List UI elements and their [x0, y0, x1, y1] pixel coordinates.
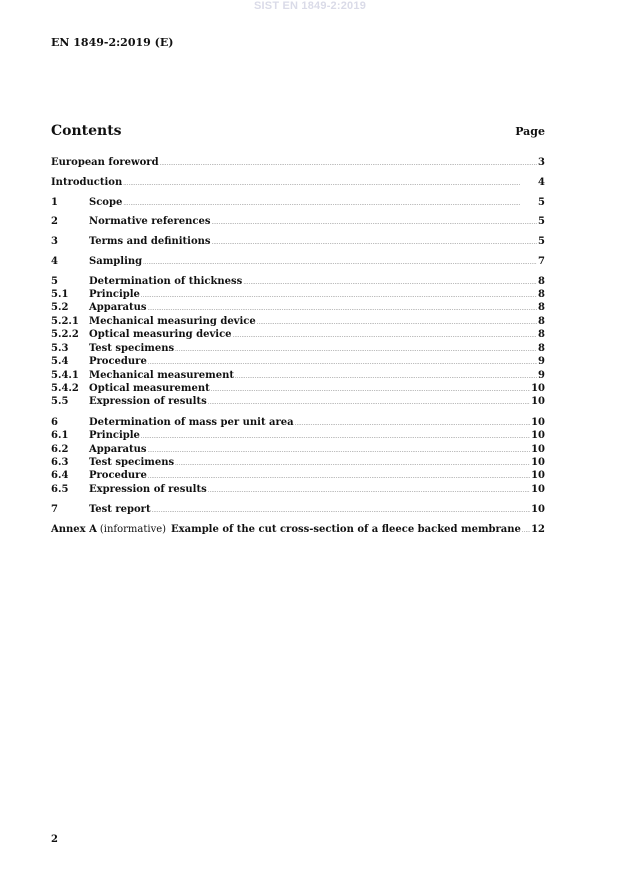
toc-entry-annex-a[interactable]	[51, 523, 545, 537]
toc-entry-6-3[interactable]	[51, 456, 545, 470]
annex-label: Annex A	[51, 524, 97, 535]
toc-page: 8	[538, 302, 545, 313]
toc-title: Optical measurement	[89, 383, 210, 394]
contents-title: Contents	[51, 123, 122, 139]
toc-number: 6	[51, 417, 58, 428]
toc-dot-leader	[160, 156, 537, 171]
toc-number: 4	[51, 256, 58, 267]
toc-entry-5[interactable]	[51, 275, 545, 289]
page-column-label: Page	[515, 125, 545, 138]
toc-number: 5.5	[51, 396, 69, 407]
toc-number: 6.4	[51, 470, 69, 481]
toc-dot-leader	[141, 429, 530, 444]
toc-page: 5	[538, 236, 545, 247]
toc-title: Apparatus	[89, 444, 147, 455]
toc-page: 8	[538, 329, 545, 340]
annex-page: 12	[531, 524, 545, 535]
toc-title: Determination of mass per unit area	[89, 417, 294, 428]
toc-number: 5.2	[51, 302, 69, 313]
toc-dot-leader	[208, 483, 530, 498]
toc-dot-leader	[208, 395, 530, 410]
toc-page: 10	[531, 417, 545, 428]
toc-number: 2	[51, 216, 58, 227]
toc-title: Optical measuring device	[89, 329, 232, 340]
toc-dot-leader	[522, 523, 530, 538]
toc-number: 1	[51, 197, 58, 208]
toc-page: 8	[538, 343, 545, 354]
toc-number: 6.5	[51, 484, 69, 495]
toc-title: Introduction	[51, 177, 123, 188]
toc-number: 5.2.2	[51, 329, 79, 340]
toc-title: Principle	[89, 289, 140, 300]
toc-dot-leader	[148, 469, 530, 484]
toc-entry-5-4[interactable]	[51, 355, 545, 369]
annex-title: Example of the cut cross-section of a fleece backed membrane	[171, 524, 521, 535]
toc-number: 6.2	[51, 444, 69, 455]
toc-page: 10	[531, 484, 545, 495]
toc-entry-5-1[interactable]	[51, 288, 545, 302]
toc-title: Expression of results	[89, 484, 207, 495]
toc-number: 5.4	[51, 356, 69, 367]
toc-title: Principle	[89, 430, 140, 441]
toc-page: 10	[531, 396, 545, 407]
toc-entry-6-2[interactable]	[51, 443, 545, 457]
toc-title: Test report	[89, 504, 151, 515]
toc-entry-4[interactable]	[51, 255, 545, 269]
toc-entry-5-2[interactable]	[51, 301, 545, 315]
toc-title: Sampling	[89, 256, 143, 267]
toc-title: Test specimens	[89, 457, 175, 468]
toc-dot-leader	[152, 503, 531, 518]
toc-page: 9	[538, 356, 545, 367]
toc-title: Procedure	[89, 356, 147, 367]
toc-entry-5-5[interactable]	[51, 395, 545, 409]
toc-title: Determination of thickness	[89, 276, 243, 287]
toc-entry-1[interactable]	[51, 196, 545, 210]
toc-dot-leader	[123, 176, 537, 191]
toc-entry-5-2-2[interactable]	[51, 328, 545, 342]
toc-page: 7	[538, 256, 545, 267]
toc-title: Terms and definitions	[89, 236, 211, 247]
toc-page: 5	[538, 197, 545, 208]
toc-number: 3	[51, 236, 58, 247]
toc-entry-5-3[interactable]	[51, 342, 545, 356]
toc-page: 8	[538, 289, 545, 300]
toc-entry-5-4-2[interactable]	[51, 382, 545, 396]
toc-entry-6[interactable]	[51, 416, 545, 430]
toc-title: Mechanical measurement	[89, 370, 234, 381]
toc-page: 10	[531, 504, 545, 515]
toc-entry-6-1[interactable]	[51, 429, 545, 443]
toc-page: 10	[531, 470, 545, 481]
toc-entry-3[interactable]	[51, 235, 545, 249]
toc-title: Expression of results	[89, 396, 207, 407]
page-number: 2	[51, 834, 58, 845]
toc-entry-european-foreword[interactable]	[51, 156, 545, 170]
toc-number: 6.3	[51, 457, 69, 468]
toc-number: 5.4.1	[51, 370, 79, 381]
toc-dot-leader	[123, 196, 537, 211]
toc-number: 5.4.2	[51, 383, 79, 394]
toc-page: 10	[531, 444, 545, 455]
toc-page: 4	[538, 177, 545, 188]
toc-title: Mechanical measuring device	[89, 316, 256, 327]
toc-entry-7[interactable]	[51, 503, 545, 517]
toc-number: 5	[51, 276, 58, 287]
toc-page: 8	[538, 316, 545, 327]
toc-title: Normative references	[89, 216, 211, 227]
toc-page: 8	[538, 276, 545, 287]
toc-entry-6-5[interactable]	[51, 483, 545, 497]
toc-dot-leader	[212, 215, 538, 230]
toc-dot-leader	[148, 355, 537, 370]
toc-page: 3	[538, 157, 545, 168]
toc-entry-2[interactable]	[51, 215, 545, 229]
toc-page: 10	[531, 457, 545, 468]
toc-number: 7	[51, 504, 58, 515]
toc-entry-5-4-1[interactable]	[51, 369, 545, 383]
annex-note: (informative)	[99, 524, 167, 535]
toc-dot-leader	[212, 235, 538, 250]
toc-page: 10	[531, 430, 545, 441]
toc-title: European foreword	[51, 157, 159, 168]
toc-page: 9	[538, 370, 545, 381]
toc-page: 10	[531, 383, 545, 394]
toc-dot-leader	[148, 301, 538, 316]
toc-dot-leader	[233, 328, 538, 343]
toc-entry-introduction[interactable]	[51, 176, 545, 190]
toc-title: Procedure	[89, 470, 147, 481]
watermark: SIST EN 1849-2:2019	[253, 0, 367, 12]
toc-title: Apparatus	[89, 302, 147, 313]
toc-dot-leader	[143, 255, 537, 270]
toc-title: Scope	[89, 197, 123, 208]
toc-entry-6-4[interactable]	[51, 469, 545, 483]
toc-number: 6.1	[51, 430, 69, 441]
toc-page: 5	[538, 216, 545, 227]
toc-number: 5.2.1	[51, 316, 79, 327]
document-id: EN 1849-2:2019 (E)	[51, 36, 174, 49]
toc-title: Test specimens	[89, 343, 175, 354]
toc-entry-5-2-1[interactable]	[51, 315, 545, 329]
toc-number: 5.3	[51, 343, 69, 354]
toc-number: 5.1	[51, 289, 69, 300]
